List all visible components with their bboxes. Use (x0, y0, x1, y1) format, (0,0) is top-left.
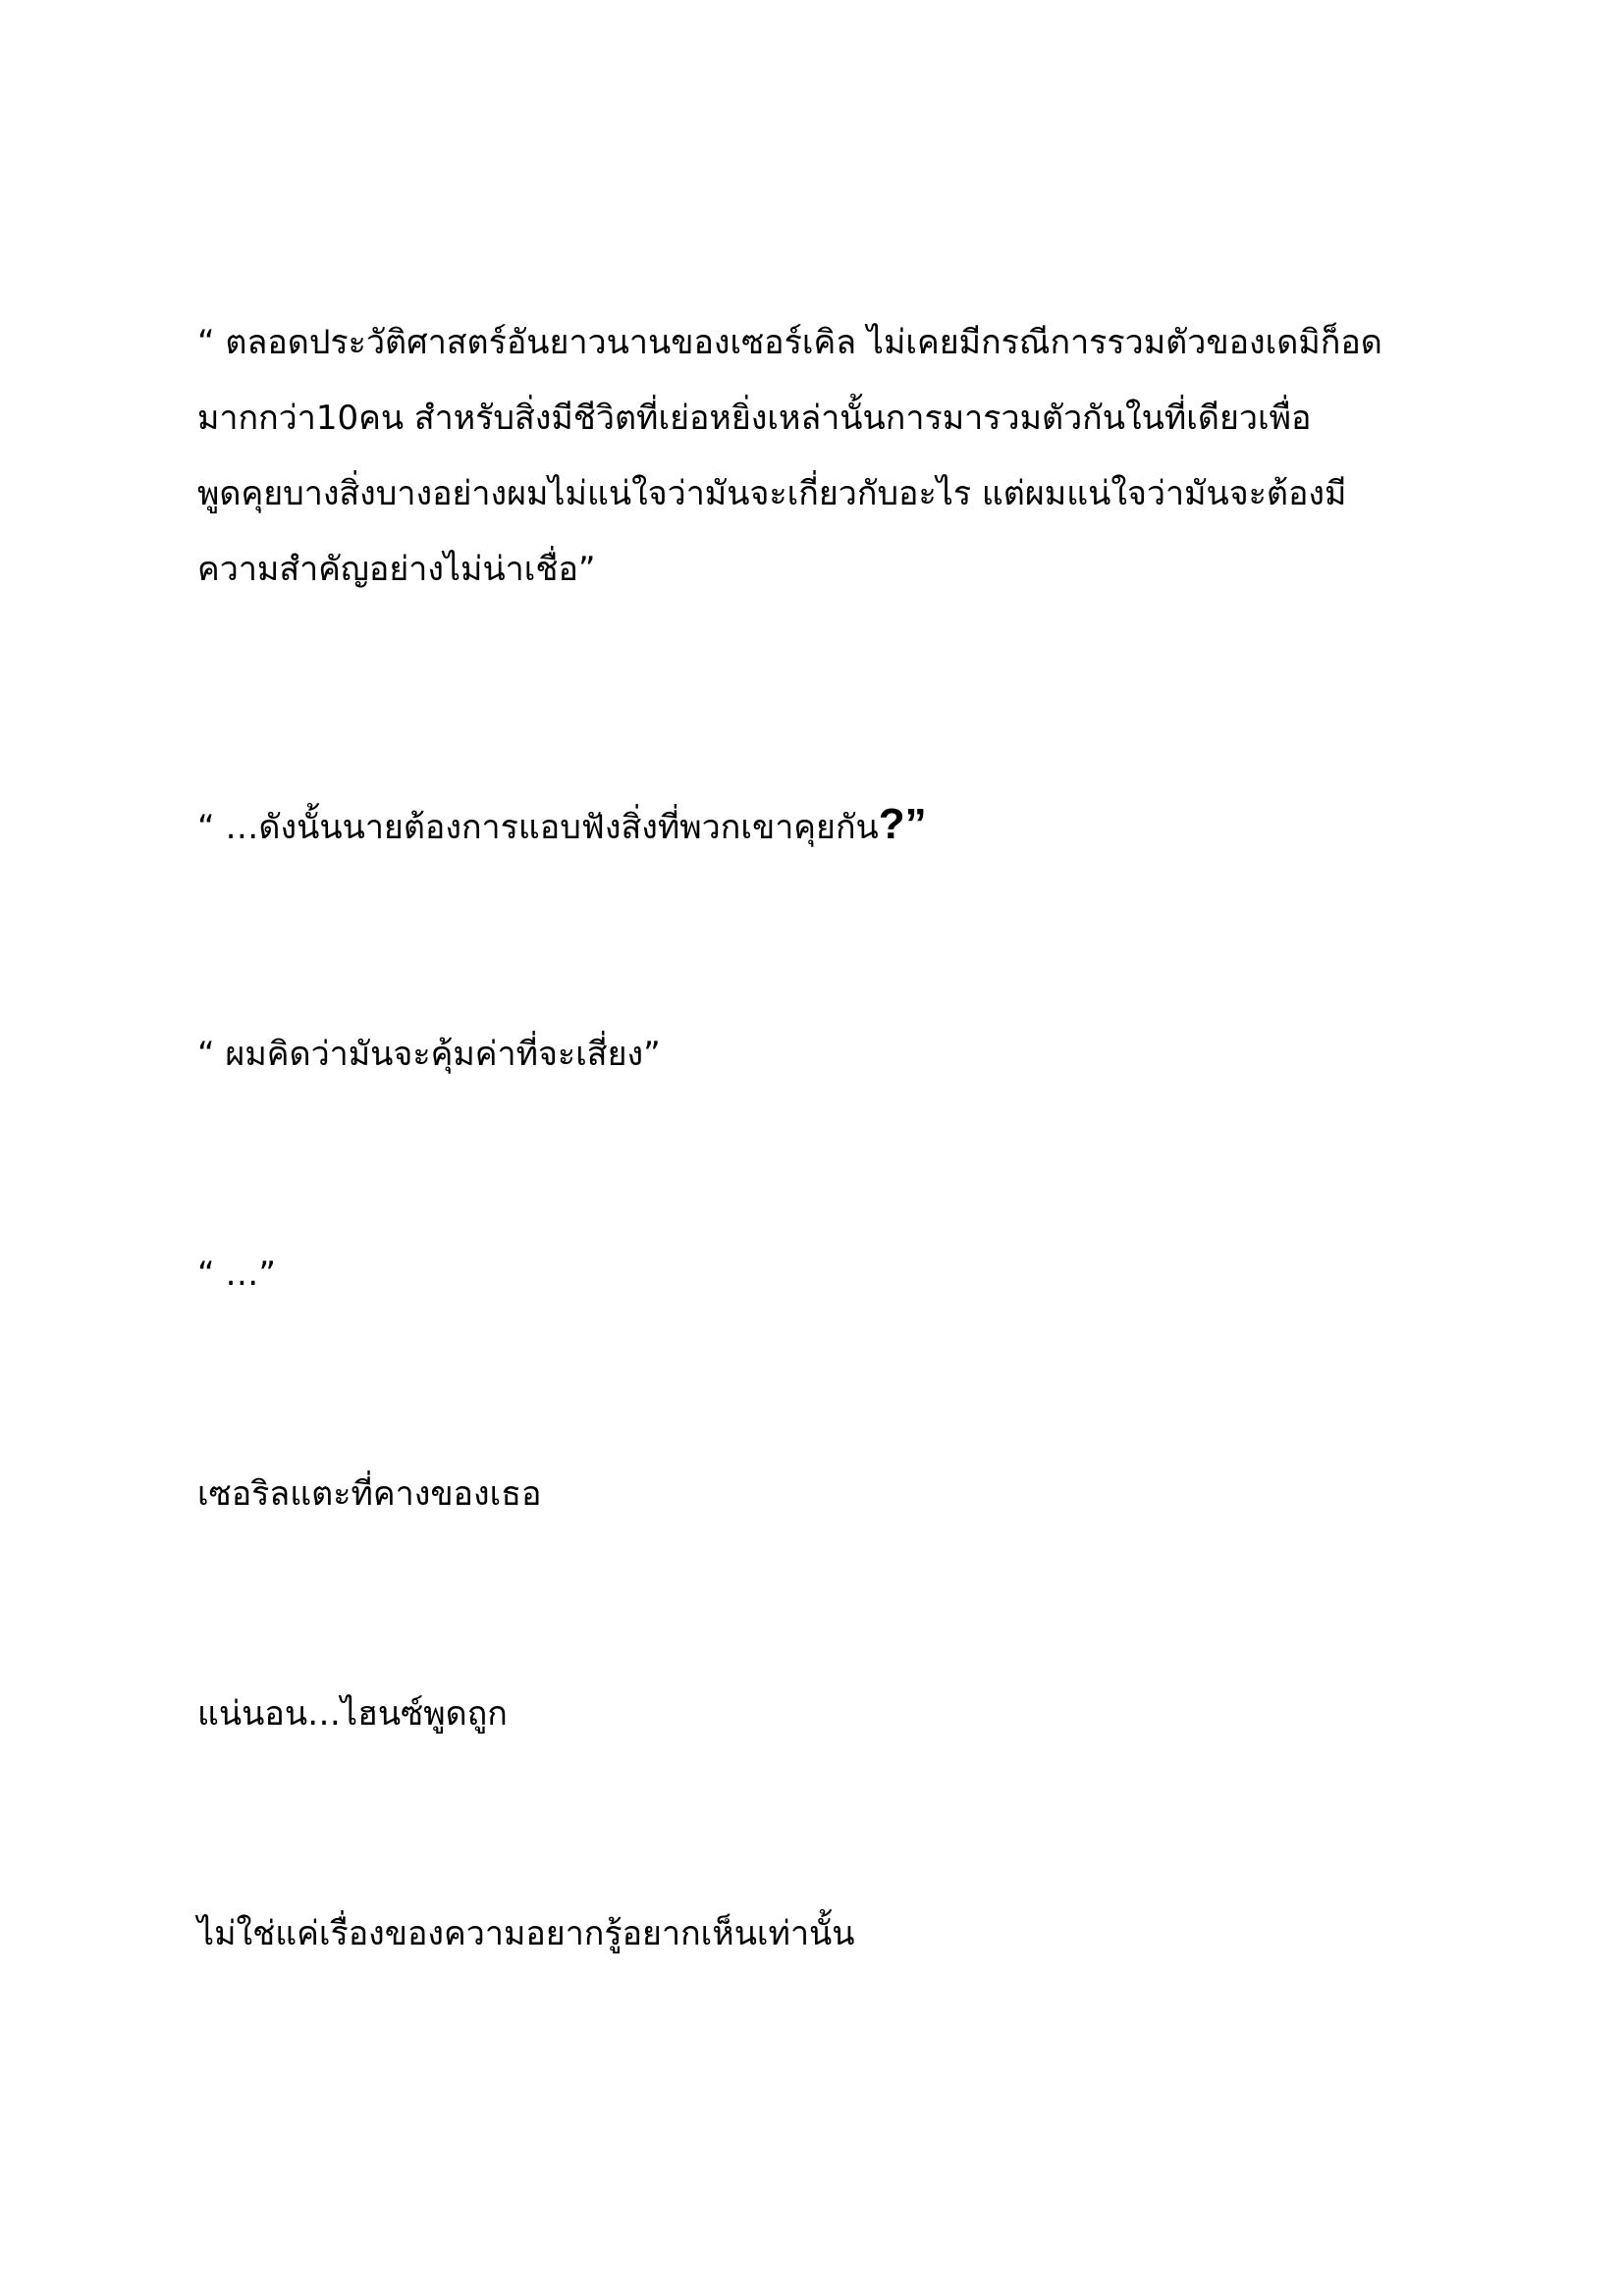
paragraph-worth-risk (197, 1017, 661, 1093)
paragraph-not-curiosity (197, 1896, 855, 1972)
question-mark-quote: ?” (878, 800, 927, 848)
text-line: “ …” (197, 1255, 277, 1294)
text-line: ไม่ใช่แค่เรื่องของความอยากรู้อยากเห็นเท่านั้น (197, 1914, 855, 1953)
paragraph-ellipsis (197, 1237, 276, 1312)
text-line: “ ผมคิดว่ามันจะคุ้มค่าที่จะเสี่ยง” (197, 1035, 661, 1074)
text-line: แน่นอน…ไฮนซ์พูดถูก (197, 1694, 508, 1734)
text-line: เซอริลแตะที่คางของเธอ (197, 1474, 542, 1514)
paragraph-heinz-right (197, 1677, 508, 1752)
text-line: พูดคุยบางสิ่งบางอย่างผมไม่แน่ใจว่ามันจะเกี่ยวกับอะไร แต่ผมแน่ใจว่ามันจะต้องมี (197, 474, 1347, 513)
paragraph-touch-chin (197, 1457, 541, 1532)
text-line: มากกว่า10คน สำหรับสิ่งมีชีวิตที่เย่อหยิ่งเหล่านั้นการมารวมตัวกันในที่เดียวเพื่อ (197, 399, 1312, 438)
text-line: “ …ดังนั้นนายต้องการแอบฟังสิ่งที่พวกเขาคุยกัน (197, 808, 879, 847)
text-line: “ ตลอดประวัติศาสตร์อันยาวนานของเซอร์เคิล ไม่เคยมีกรณีการรวมตัวของเดมิก็อด (197, 323, 1382, 362)
paragraph-circle-history (197, 305, 1382, 608)
paragraph-eavesdrop-question (197, 786, 927, 866)
text-line: ความสำคัญอย่างไม่น่าเชื่อ” (197, 550, 596, 589)
